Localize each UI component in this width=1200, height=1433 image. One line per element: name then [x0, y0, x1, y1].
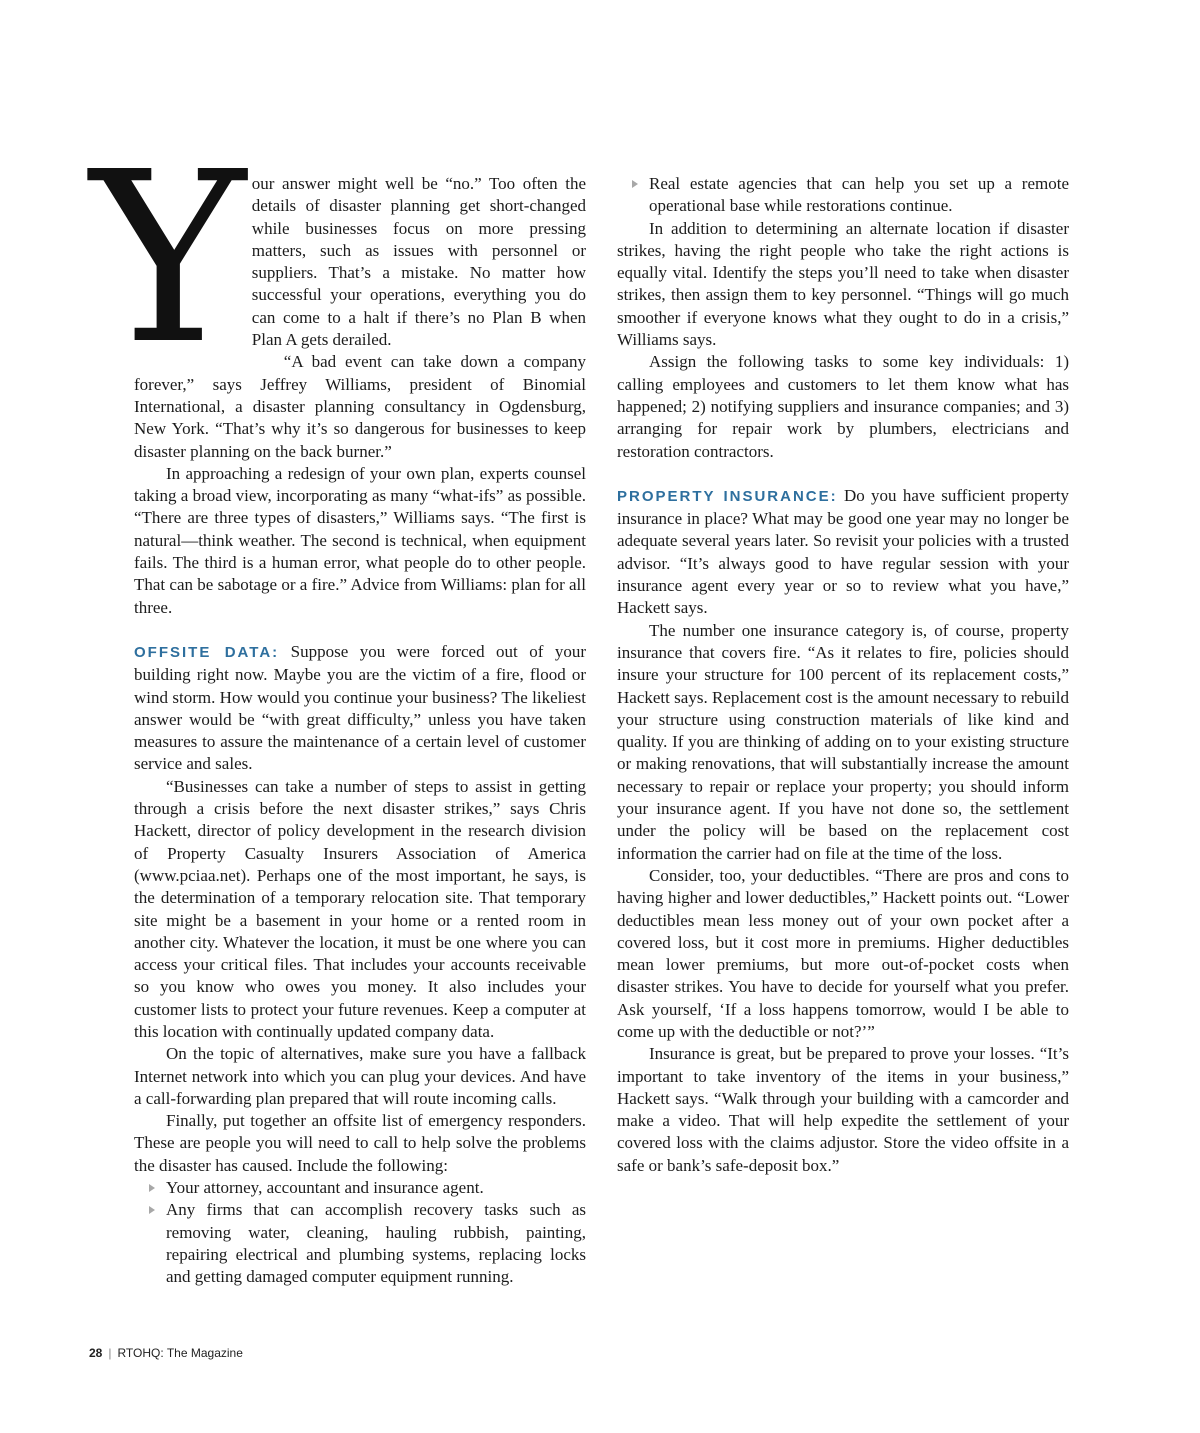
section-lead-text: Do you have sufficient property insurance in place? What may be good one year may no longer be adequate several years later. So revisit your policies with a trusted advisor. “It’s always good to have regular session with your insurance agent every year or so to review what you have,” Hackett says.: [617, 485, 1069, 618]
body-paragraph: In addition to determining an alternate location if disaster strikes, having the right people who take the right actions is equally vital. Identify the steps you’ll need to take when disaster strikes, then assign them to key personnel. “Things will go much smoother if everyone knows what they ought to do in a crisis,” Williams says.: [617, 218, 1069, 350]
page-footer: [89, 1346, 243, 1360]
section-heading: OFFSITE DATA:: [134, 643, 280, 661]
column-left: [90, 121, 586, 1289]
section-heading: PROPERTY INSURANCE:: [617, 487, 838, 505]
section-property-insurance: [617, 485, 1069, 620]
body-paragraph: Assign the following tasks to some key individuals: 1) calling employees and customers to let them know what has happened; 2) notifying suppliers and insurance companies; and 3) arranging for repair work by plumbers, electricians and restoration contractors.: [617, 352, 1069, 461]
list-item: Any firms that can accomplish recovery tasks such as removing water, cleaning, hauling rubbish, painting, repairing electrical and plumbing systems, replacing locks and getting damaged computer equipment running.: [166, 1199, 586, 1288]
intro-paragraph: [90, 121, 586, 396]
list-item: Your attorney, accountant and insurance agent.: [166, 1177, 586, 1199]
intro-text: our answer might well be “no.” Too often the details of disaster planning get short-changed while businesses focus on more pressing matters, such as issues with personnel or suppliers. That’s a mistake. No matter how successful your operations, everything you do can come to a halt if there’s no Plan B when Plan A gets derailed.: [251, 174, 586, 350]
body-paragraph: Finally, put together an offsite list of emergency responders. These are people you will need to call to help solve the problems the disaster has caused. Include the following:: [134, 1111, 586, 1175]
responder-list: [134, 1177, 586, 1288]
body-paragraph: The number one insurance category is, of course, property insurance that covers fire. “As it relates to fire, policies should insure your structure for 100 percent of its replacement costs,” Hackett says. Replacement cost is the amount necessary to rebuild your structure using construction materials of like kind and quality. If you are thinking of adding on to your existing structure or making renovations, that will substantially increase the amount necessary to repair or replace your property; you should inform your insurance agent. If you have not done so, the settlement under the policy will be based on the replacement cost information the carrier had on file at the time of the loss.: [617, 620, 1069, 863]
publication-name: RTOHQ: The Magazine: [117, 1346, 243, 1360]
drop-cap: Y: [90, 121, 246, 396]
section-lead-text: Suppose you were forced out of your building right now. Maybe you are the victim of a fire, flood or wind storm. How would you continue your business? The likeliest answer would be “with great difficulty,” unless you have taken measures to assure the maintenance of a certain level of customer service and sales.: [134, 641, 586, 774]
footer-separator: |: [108, 1346, 112, 1360]
body-paragraph: Insurance is great, but be prepared to prove your losses. “It’s important to take inventory of the items in your business,” Hackett says. “Walk through your building with a camcorder and make a video. That will help expedite the settlement of your covered loss with the claims adjustor. Store the video offsite in a safe or bank’s safe-deposit box.”: [617, 1044, 1069, 1175]
column-right: [617, 173, 1069, 1177]
body-paragraph: Consider, too, your deductibles. “There are pros and cons to having higher and lower deductibles,” Hackett points out. “Lower deductibles mean less money out of your own pocket after a covered loss, but it cost more in premiums. Higher deductibles mean lower premiums, but more out-of-pocket costs when disaster strikes. You have to decide for yourself what you prefer. Ask yourself, ‘If a loss happens tomorrow, would I be able to come up with the deductible or not?’”: [617, 865, 1069, 1041]
responder-list-continued: [617, 173, 1069, 218]
body-paragraph: On the topic of alternatives, make sure you have a fallback Internet network into which you can plug your devices. And have a call-forwarding plan prepared that will route incoming calls.: [134, 1044, 586, 1108]
list-item: Real estate agencies that can help you set up a remote operational base while restorations continue.: [649, 173, 1069, 218]
body-paragraph: “Businesses can take a number of steps to assist in getting through a crisis before the next disaster strikes,” says Chris Hackett, director of policy development in the research division of Property Casualty Insurers Association of America (www.pciaa.net). Perhaps one of the most important, he says, is the determination of a temporary relocation site. That temporary site might be a basement in your home or a rented room in another city. Whatever the location, it must be one where you can access your critical files. That includes your accounts receivable so you know who owes you money. It also includes your customer lists to protect your future revenues. Keep a computer at this location with continually updated company data.: [134, 776, 586, 1041]
body-paragraph: “A bad event can take down a company forever,” says Jeffrey Williams, president of Binomial International, a disaster planning consultancy in Ogdensburg, New York. “That’s why it’s so dangerous for businesses to keep disaster planning on the back burner.”: [134, 352, 586, 461]
page-number: 28: [89, 1346, 103, 1360]
body-paragraph: In approaching a redesign of your own plan, experts counsel taking a broad view, incorporating as many “what-ifs” as possible. “There are three types of disasters,” Williams says. “The first is natural—think weather. The second is technical, when equipment fails. The third is a human error, what people do to other people. That can be sabotage or a fire.” Advice from Williams: plan for all three.: [134, 463, 586, 617]
section-offsite-data: [134, 641, 586, 776]
